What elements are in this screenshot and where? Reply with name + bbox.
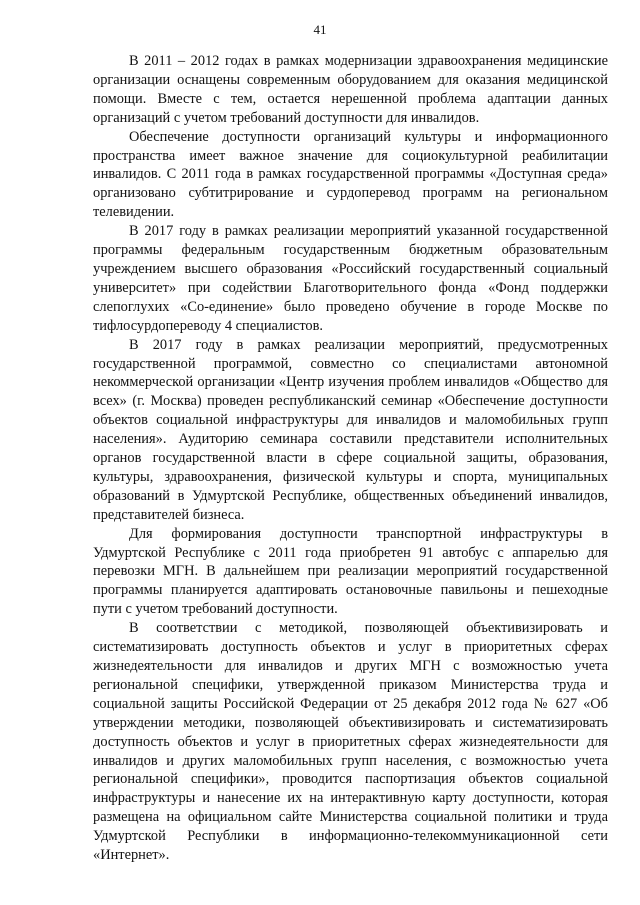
paragraph-deafblind-training: В 2017 году в рамках реализации мероприятий указанной государственной программы федеральным государственным бюджетным образовательным учреждением высшего образования «Российский государственный социальный университет» при содействии Благотворительного фонда «Фонд поддержки слепоглухих «Со-единение» было проведено обучение в городе Москве по тифлосурдопереводу 4 специалистов. — [93, 223, 608, 334]
document-body — [93, 52, 608, 865]
page-number: 41 — [313, 22, 327, 37]
paragraph-republican-seminar: В 2017 году в рамках реализации мероприятий, предусмотренных государственной программой, совместно со специалистами автономной некоммерческой организации «Центр изучения проблем инвалидов «Общество для всех» (г. Москва) проведен республиканский семинар «Обеспечение доступности объектов социальной инфраструктуры для инвалидов и маломобильных групп населения». Аудиторию семинара составили представители исполнительных органов государственной власти в сфере социальной защиты, образования, культуры, здравоохранения, физической культуры и спорта, муниципальных образований в Удмуртской Республике, общественных объединений инвалидов, представителей бизнеса. — [93, 336, 608, 523]
paragraph-healthcare-modernization: В 2011 – 2012 годах в рамках модернизации здравоохранения медицинские организации оснащены современным оборудованием для оказания медицинской помощи. Вместе с тем, остается нерешенной проблема адаптации данных организаций с учетом требований доступности для инвалидов. — [93, 53, 608, 126]
paragraph-transport-infrastructure: Для формирования доступности транспортной инфраструктуры в Удмуртской Республике с 2011 года приобретен 91 автобус с аппарелью для перевозки МГН. В дальнейшем при реализации мероприятий государственной программы планируется адаптировать остановочные павильоны и пешеходные пути с учетом требований доступности. — [93, 525, 608, 618]
paragraph-culture-accessibility: Обеспечение доступности организаций культуры и информационного пространства имеет важное значение для социокультурной реабилитации инвалидов. С 2011 года в рамках государственной программы «Доступная среда» организовано субтитрирование и сурдоперевод программ на региональном телевидении. — [93, 128, 608, 221]
paragraph-accessibility-methodology: В соответствии с методикой, позволяющей объективизировать и систематизировать доступность объектов и услуг в приоритетных сферах жизнедеятельности для инвалидов и других МГН с возможностью учета региональной специфики, утвержденной приказом Министерства труда и социальной защиты Российской Федерации от 25 декабря 2012 года № 627 «Об утверждении методики, позволяющей объективизировать и систематизировать доступность объектов и услуг в приоритетных сферах жизнедеятельности для инвалидов и других маломобильных групп населения, с возможностью учета региональной специфики», проводится паспортизация объектов социальной инфраструктуры и нанесение их на интерактивную карту доступности, которая размещена на официальном сайте Министерства социальной политики и труда Удмуртской Республики в информационно-телекоммуникационной сети «Интернет». — [93, 620, 608, 864]
